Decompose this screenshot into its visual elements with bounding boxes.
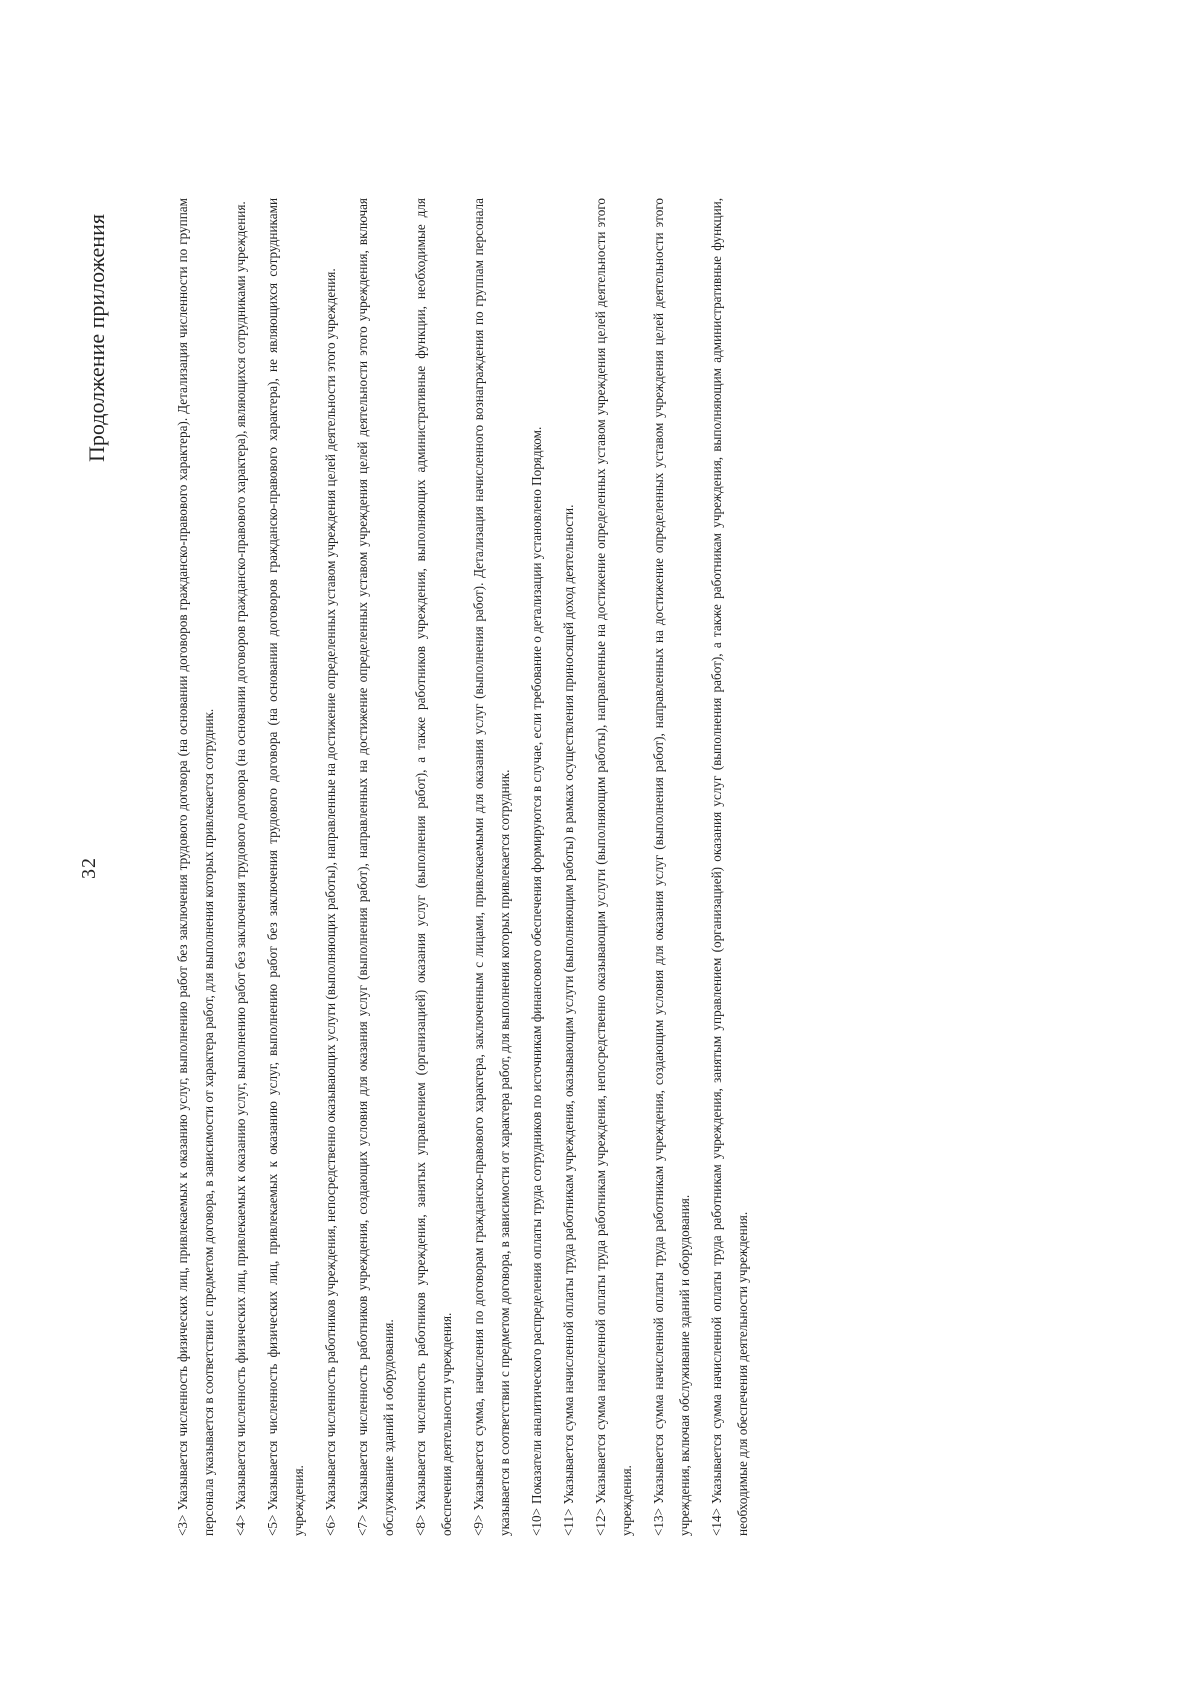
footnote-text: Указывается численность работников учреждения, непосредственно оказывающих услуги (выполняющих работы), направленные на достижение определенных уставом учреждения целей деятельности этого учреждения. — [323, 268, 338, 1511]
footnote-number: <7> — [355, 1514, 370, 1536]
footnote-text: Указывается численность физических лиц, привлекаемых к оказанию услуг, выполнению работ без заключения трудового договора (на основании договоров гражданско-правового характера), являющихся сотрудниками учреждения. — [233, 201, 248, 1511]
footnote-number: <5> — [265, 1514, 280, 1536]
page-title: Продолжение приложения — [84, 214, 109, 462]
footnote — [556, 198, 582, 1536]
footnote-number: <4> — [233, 1514, 248, 1536]
footnote-number: <10> — [529, 1507, 544, 1536]
footnote-text: Указывается численность физических лиц, привлекаемых к оказанию услуг, выполнению работ без заключения трудового договора (на основании договоров гражданско-правового характера), не являющихся сотрудниками учреждения. — [265, 198, 306, 1536]
footnote — [524, 198, 550, 1536]
footnote — [170, 198, 222, 1536]
footnote-text: Указывается численность работников учреждения, занятых управлением (организацией) оказания услуг (выполнения работ), а также работников учреждения, выполняющих административные функции, необходимые для обеспечения деятельности учреждения. — [413, 198, 454, 1536]
footnote-number: <14> — [709, 1507, 724, 1536]
footnote — [228, 198, 254, 1536]
footnote — [466, 198, 518, 1536]
page-number: 32 — [78, 857, 100, 879]
footnote-text: Указывается сумма начисленной оплаты труда работникам учреждения, оказывающим услуги (выполняющим работы) в рамках осуществления приносящей доход деятельности. — [561, 504, 576, 1505]
footnote-text: Указывается сумма начисленной оплаты труда работникам учреждения, занятым управлением (организацией) оказания услуг (выполнения работ), а также работникам учреждения, выполняющим административные функции, необходимые для обеспечения деятельности учреждения. — [709, 198, 750, 1536]
footnote-text: Указывается численность работников учреждения, создающих условия для оказания услуг (выполнения работ), направленных на достижение определенных уставом учреждения целей деятельности этого учреждения, включая обслуживание зданий и оборудования. — [355, 198, 396, 1536]
footnote — [588, 198, 640, 1536]
footnote-text: Показатели аналитического распределения оплаты труда сотрудников по источникам финансового обеспечения формируются в случае, если требование о детализации установлено Порядком. — [529, 426, 544, 1504]
footnote — [318, 198, 344, 1536]
footnote — [646, 198, 698, 1536]
footnote-text: Указывается сумма начисленной оплаты труда работникам учреждения, создающим условия для оказания услуг (выполнения работ), направленных на достижение определенных уставом учреждения целей деятельности этого учреждения, включая обслуживание зданий и оборудования. — [651, 198, 692, 1536]
footnote — [260, 198, 312, 1536]
footnote — [350, 198, 402, 1536]
footnote-number: <8> — [413, 1514, 428, 1536]
footnotes-list — [170, 198, 762, 1536]
footnote-number: <9> — [471, 1514, 486, 1536]
footnote-text: Указывается сумма начисленной оплаты труда работникам учреждения, непосредственно оказывающим услуги (выполняющим работы), направленные на достижение определенных уставом учреждения целей деятельности этого учреждения. — [593, 198, 634, 1536]
footnote-number: <13> — [651, 1507, 666, 1536]
footnote — [408, 198, 460, 1536]
footnote-text: Указывается численность физических лиц, привлекаемых к оказанию услуг, выполнению работ без заключения трудового договора (на основании договоров гражданско-правового характера). Детализация численности по группам персонала указывается в соответствии с предметом договора, в зависимости от характера работ, для выполнения которых привлекается сотрудник. — [175, 198, 216, 1536]
footnote-number: <6> — [323, 1514, 338, 1536]
footnote-number: <11> — [561, 1508, 576, 1536]
footnote-text: Указывается сумма, начисления по договорам гражданско-правового характера, заключенным с лицами, привлекаемыми для оказания услуг (выполнения работ). Детализация начисленного вознаграждения по группам персонала указывается в соответствии с предметом договора, в зависимости от характера работ, для выполнения которых привлекается сотрудник. — [471, 198, 512, 1536]
footnote — [704, 198, 756, 1536]
footnote-number: <12> — [593, 1507, 608, 1536]
footnote-number: <3> — [175, 1514, 190, 1536]
